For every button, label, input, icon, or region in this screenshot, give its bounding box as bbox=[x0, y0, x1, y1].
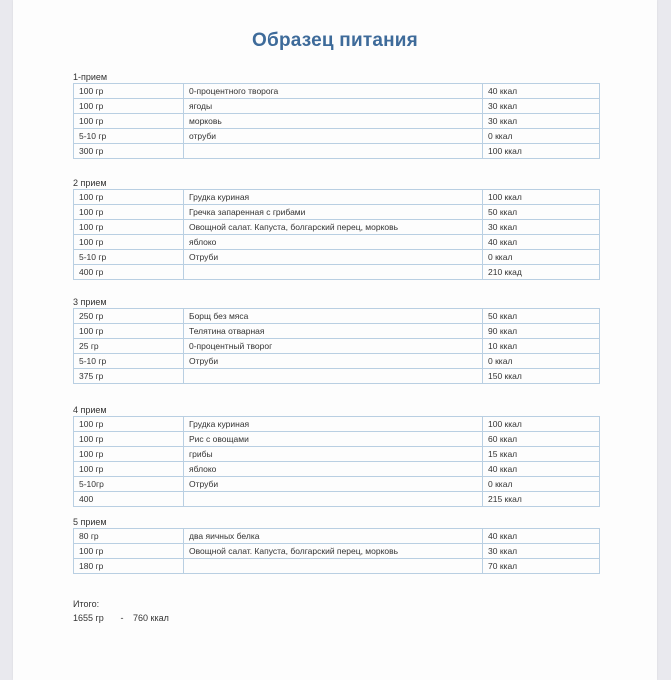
cell-amount: 100 гр bbox=[74, 190, 184, 205]
cell-amount: 400 гр bbox=[74, 265, 184, 280]
table-row bbox=[74, 190, 600, 205]
cell-food: Телятина отварная bbox=[184, 324, 483, 339]
cell-amount: 100 гр bbox=[74, 417, 184, 432]
cell-amount: 100 гр bbox=[74, 462, 184, 477]
cell-amount: 100 гр bbox=[74, 324, 184, 339]
cell-food bbox=[184, 369, 483, 384]
cell-kcal: 100 ккал bbox=[483, 190, 600, 205]
cell-food: Отруби bbox=[184, 250, 483, 265]
cell-food: 0-процентного творога bbox=[184, 84, 483, 99]
table-row-total bbox=[74, 144, 600, 159]
cell-kcal: 50 ккал bbox=[483, 205, 600, 220]
cell-kcal: 70 ккал bbox=[483, 559, 600, 574]
table-row bbox=[74, 432, 600, 447]
cell-food: яблоко bbox=[184, 462, 483, 477]
cell-kcal: 30 ккал bbox=[483, 99, 600, 114]
meal-table bbox=[73, 189, 600, 280]
meal-label: 4 прием bbox=[73, 405, 107, 415]
table-row bbox=[74, 417, 600, 432]
cell-amount: 100 гр bbox=[74, 544, 184, 559]
cell-amount: 100 гр bbox=[74, 235, 184, 250]
table-row bbox=[74, 205, 600, 220]
cell-amount: 80 гр bbox=[74, 529, 184, 544]
total-grams: 1655 гр bbox=[73, 613, 104, 623]
cell-food bbox=[184, 559, 483, 574]
cell-food: Гречка запаренная с грибами bbox=[184, 205, 483, 220]
table-row bbox=[74, 324, 600, 339]
table-row bbox=[74, 220, 600, 235]
cell-amount: 5-10гр bbox=[74, 477, 184, 492]
table-row bbox=[74, 477, 600, 492]
table-row bbox=[74, 462, 600, 477]
cell-kcal: 40 ккал bbox=[483, 84, 600, 99]
cell-kcal: 0 ккал bbox=[483, 354, 600, 369]
cell-amount: 100 гр bbox=[74, 432, 184, 447]
table-row bbox=[74, 529, 600, 544]
cell-food: 0-процентный творог bbox=[184, 339, 483, 354]
meal-block-3 bbox=[73, 296, 599, 384]
cell-kcal: 90 ккал bbox=[483, 324, 600, 339]
cell-kcal: 10 ккал bbox=[483, 339, 600, 354]
meal-block-5 bbox=[73, 516, 599, 574]
cell-amount: 25 гр bbox=[74, 339, 184, 354]
cell-food: яблоко bbox=[184, 235, 483, 250]
table-row bbox=[74, 354, 600, 369]
cell-amount: 100 гр bbox=[74, 84, 184, 99]
table-row-total bbox=[74, 559, 600, 574]
cell-food bbox=[184, 492, 483, 507]
cell-food bbox=[184, 144, 483, 159]
cell-food: Отруби bbox=[184, 477, 483, 492]
cell-kcal: 15 ккал bbox=[483, 447, 600, 462]
meal-table bbox=[73, 83, 600, 159]
cell-kcal: 60 ккал bbox=[483, 432, 600, 447]
cell-food: Рис с овощами bbox=[184, 432, 483, 447]
cell-food: грибы bbox=[184, 447, 483, 462]
cell-food: два яичных белка bbox=[184, 529, 483, 544]
cell-kcal: 30 ккал bbox=[483, 544, 600, 559]
table-row bbox=[74, 114, 600, 129]
cell-food: Грудка куриная bbox=[184, 190, 483, 205]
table-row bbox=[74, 447, 600, 462]
meal-table bbox=[73, 308, 600, 384]
cell-amount: 375 гр bbox=[74, 369, 184, 384]
meal-block-4 bbox=[73, 404, 599, 507]
cell-kcal: 40 ккал bbox=[483, 529, 600, 544]
meal-label: 1-прием bbox=[73, 72, 108, 82]
cell-food: Грудка куриная bbox=[184, 417, 483, 432]
total-line bbox=[73, 611, 169, 625]
cell-amount: 5-10 гр bbox=[74, 129, 184, 144]
table-row bbox=[74, 250, 600, 265]
table-row bbox=[74, 84, 600, 99]
cell-amount: 400 bbox=[74, 492, 184, 507]
cell-kcal: 30 ккал bbox=[483, 114, 600, 129]
cell-kcal: 0 ккал bbox=[483, 477, 600, 492]
cell-amount: 100 гр bbox=[74, 99, 184, 114]
cell-kcal: 100 ккал bbox=[483, 144, 600, 159]
cell-amount: 300 гр bbox=[74, 144, 184, 159]
table-row bbox=[74, 339, 600, 354]
meal-label: 2 прием bbox=[73, 178, 107, 188]
document-page bbox=[13, 0, 657, 680]
meal-block-1 bbox=[73, 71, 599, 159]
cell-food: отруби bbox=[184, 129, 483, 144]
cell-food: ягоды bbox=[184, 99, 483, 114]
meal-block-2 bbox=[73, 177, 599, 280]
cell-kcal: 100 ккал bbox=[483, 417, 600, 432]
cell-kcal: 30 ккал bbox=[483, 220, 600, 235]
total-summary bbox=[73, 597, 169, 625]
cell-amount: 5-10 гр bbox=[74, 250, 184, 265]
cell-amount: 100 гр bbox=[74, 205, 184, 220]
cell-food: Овощной салат. Капуста, болгарский перец, морковь bbox=[184, 544, 483, 559]
cell-food: Отруби bbox=[184, 354, 483, 369]
cell-food: Овощной салат. Капуста, болгарский перец, морковь bbox=[184, 220, 483, 235]
cell-food: морковь bbox=[184, 114, 483, 129]
cell-kcal: 40 ккал bbox=[483, 462, 600, 477]
total-label: Итого: bbox=[73, 599, 100, 609]
cell-kcal: 0 ккал bbox=[483, 250, 600, 265]
cell-kcal: 40 ккал bbox=[483, 235, 600, 250]
total-separator: - bbox=[120, 613, 124, 623]
cell-amount: 180 гр bbox=[74, 559, 184, 574]
table-row-total bbox=[74, 492, 600, 507]
table-row bbox=[74, 544, 600, 559]
cell-food: Борщ без мяса bbox=[184, 309, 483, 324]
cell-kcal: 50 ккал bbox=[483, 309, 600, 324]
total-kcal: 760 ккал bbox=[133, 613, 169, 623]
table-row bbox=[74, 99, 600, 114]
cell-kcal: 215 ккал bbox=[483, 492, 600, 507]
cell-kcal: 0 ккал bbox=[483, 129, 600, 144]
meal-table bbox=[73, 528, 600, 574]
table-row-total bbox=[74, 265, 600, 280]
meal-table bbox=[73, 416, 600, 507]
meal-label: 5 прием bbox=[73, 517, 107, 527]
cell-amount: 100 гр bbox=[74, 220, 184, 235]
cell-amount: 100 гр bbox=[74, 447, 184, 462]
cell-amount: 100 гр bbox=[74, 114, 184, 129]
cell-amount: 5-10 гр bbox=[74, 354, 184, 369]
table-row bbox=[74, 235, 600, 250]
cell-amount: 250 гр bbox=[74, 309, 184, 324]
table-row-total bbox=[74, 369, 600, 384]
table-row bbox=[74, 309, 600, 324]
cell-food bbox=[184, 265, 483, 280]
meal-label: 3 прием bbox=[73, 297, 107, 307]
cell-kcal: 150 ккал bbox=[483, 369, 600, 384]
cell-kcal: 210 ккад bbox=[483, 265, 600, 280]
table-row bbox=[74, 129, 600, 144]
document-title: Образец питания bbox=[252, 30, 418, 51]
